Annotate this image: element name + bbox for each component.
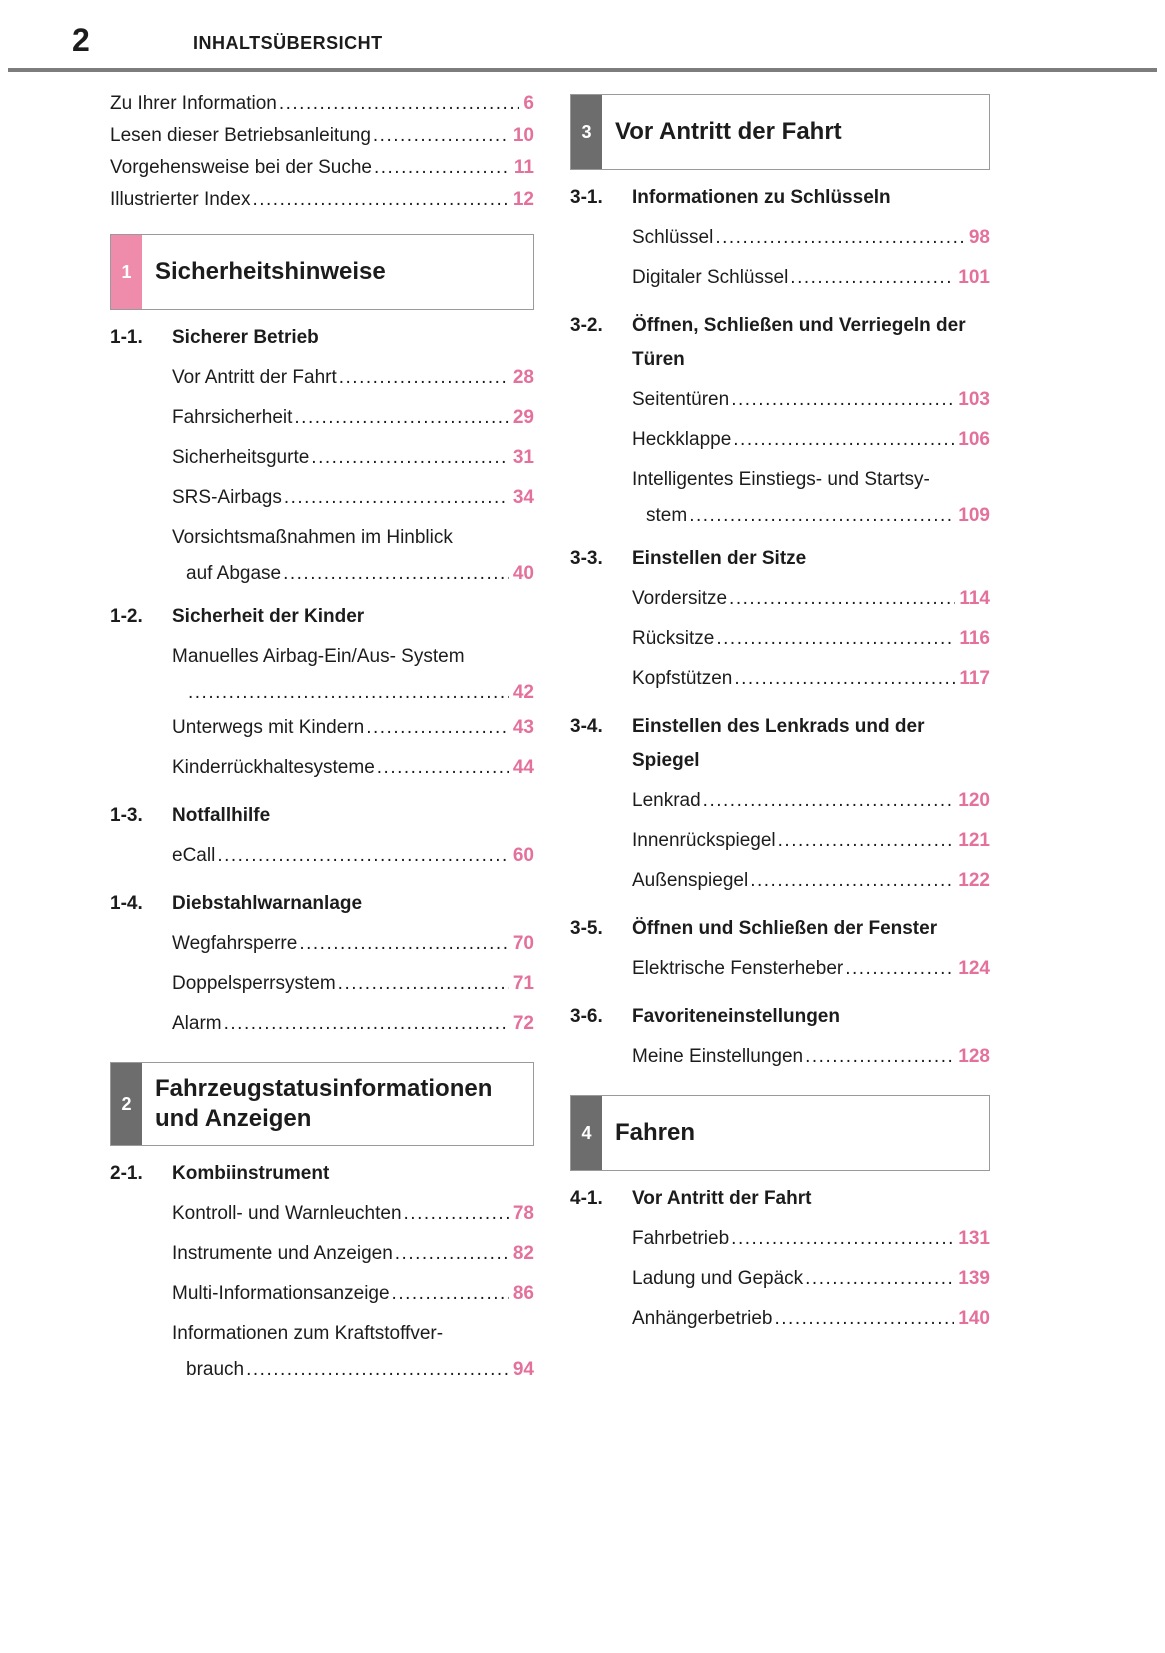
toc-entry-page: 44 xyxy=(512,757,534,778)
chapter-title: Fahren xyxy=(615,1119,696,1146)
toc-entry[interactable] xyxy=(570,258,990,298)
toc-entry[interactable] xyxy=(110,88,534,120)
toc-entry-page: 11 xyxy=(513,157,534,178)
toc-entry-label: Ladung und Gepäck xyxy=(632,1268,804,1289)
toc-entry-label: Kopfstützen xyxy=(632,668,733,689)
toc-entry-label: Instrumente und Anzeigen xyxy=(172,1243,393,1264)
toc-entry-label: Intelligentes Einstiegs- und Startsy- xyxy=(632,469,930,490)
toc-entry-row xyxy=(110,152,534,184)
toc-entry[interactable] xyxy=(110,478,534,518)
toc-section xyxy=(570,909,990,989)
section-heading xyxy=(570,539,990,579)
toc-entry-page: 140 xyxy=(958,1308,990,1329)
toc-entry[interactable] xyxy=(570,821,990,861)
toc-entry-page: 124 xyxy=(958,958,990,979)
dot-leader xyxy=(750,861,954,901)
toc-entry-page: 121 xyxy=(958,830,990,851)
toc-entry[interactable] xyxy=(110,184,534,216)
toc-entry[interactable] xyxy=(110,748,534,788)
section-heading xyxy=(110,884,534,924)
section-title: Sicherheit der Kinder xyxy=(172,606,365,627)
toc-entry-page: 12 xyxy=(512,189,534,210)
toc-entry[interactable] xyxy=(110,358,534,398)
dot-leader xyxy=(299,924,509,964)
toc-entry[interactable] xyxy=(570,460,990,531)
toc-entry-label: auf Abgase xyxy=(186,563,282,584)
toc-entry-page: 109 xyxy=(958,505,990,526)
toc-entry[interactable] xyxy=(110,1314,534,1385)
dot-leader xyxy=(689,500,954,531)
section-number: 3-4. xyxy=(570,716,603,737)
dot-leader xyxy=(734,659,955,699)
dot-leader xyxy=(805,1037,954,1077)
section-heading xyxy=(570,997,990,1037)
chapter-number-tab xyxy=(111,235,142,309)
toc-entry-row xyxy=(172,1234,534,1274)
toc-section xyxy=(110,884,534,1044)
dot-leader xyxy=(845,949,954,989)
dot-leader xyxy=(395,1234,509,1274)
chapter-number: 4 xyxy=(581,1122,592,1143)
toc-entry-page: 70 xyxy=(512,933,534,954)
chapter-title: Fahrzeugstatusinformationen und Anzeigen xyxy=(155,1075,493,1132)
toc-entry[interactable] xyxy=(110,1194,534,1234)
dot-leader xyxy=(377,748,509,788)
toc-entry[interactable] xyxy=(110,1004,534,1044)
toc-entry[interactable] xyxy=(110,438,534,478)
dot-leader xyxy=(279,88,520,120)
toc-entry-label: Fahrbetrieb xyxy=(632,1228,730,1249)
dot-leader xyxy=(778,821,955,861)
toc-entry-label: Heckklappe xyxy=(632,429,732,450)
toc-entry-label: Kinderrückhaltesysteme xyxy=(172,757,375,778)
toc-entry-page: 139 xyxy=(958,1268,990,1289)
chapter-number-tab xyxy=(111,1063,142,1145)
toc-entry-page: 94 xyxy=(512,1359,534,1380)
dot-leader xyxy=(246,1354,509,1385)
toc-entry-label: Außenspiegel xyxy=(632,870,749,891)
dot-leader xyxy=(716,619,955,659)
toc-entry-label: stem xyxy=(646,505,688,526)
toc-entry[interactable] xyxy=(570,1299,990,1339)
section-entries xyxy=(570,218,990,298)
toc-entry-label: Doppelsperrsystem xyxy=(172,973,336,994)
section-title: Notfallhilfe xyxy=(172,805,271,826)
toc-entry-page: 10 xyxy=(512,125,534,146)
section-title: Informationen zu Schlüsseln xyxy=(632,187,891,208)
section-heading xyxy=(570,306,990,380)
section-title: Sicherer Betrieb xyxy=(172,327,319,348)
dot-leader xyxy=(339,358,509,398)
section-title: Öffnen und Schließen der Fenster xyxy=(632,918,938,939)
toc-entry-row xyxy=(172,478,534,518)
toc-entry-label: Fahrsicherheit xyxy=(172,407,293,428)
toc-entry-row xyxy=(632,659,990,699)
toc-entry-page: 101 xyxy=(958,267,990,288)
toc-section xyxy=(110,796,534,876)
toc-entry-label: Elektrische Fensterheber xyxy=(632,958,844,979)
toc-entry-label: Illustrierter Index xyxy=(110,189,251,210)
toc-entry-label: Wegfahrsperre xyxy=(172,933,298,954)
section-heading xyxy=(570,178,990,218)
toc-entry-page: 128 xyxy=(958,1046,990,1067)
toc-entry-page: 31 xyxy=(512,447,534,468)
toc-entry[interactable] xyxy=(110,120,534,152)
toc-entry[interactable] xyxy=(570,1219,990,1259)
toc-entry-page: 114 xyxy=(959,588,990,609)
toc-entry-page: 117 xyxy=(959,668,990,689)
toc-entry-label: Schlüssel xyxy=(632,227,714,248)
dot-leader xyxy=(374,152,510,184)
dot-leader xyxy=(311,438,509,478)
toc-entry-page: 103 xyxy=(958,389,990,410)
toc-entry[interactable] xyxy=(570,1037,990,1077)
toc-entry[interactable] xyxy=(570,781,990,821)
section-number: 3-5. xyxy=(570,918,603,939)
toc-entry-row xyxy=(172,1004,534,1044)
toc-entry[interactable] xyxy=(110,518,534,589)
chapter-box xyxy=(570,94,990,170)
toc-entry-row xyxy=(172,1354,534,1385)
toc-entry[interactable] xyxy=(110,637,534,708)
toc-section xyxy=(110,1154,534,1385)
chapter-box xyxy=(570,1095,990,1171)
toc-entry-row xyxy=(632,1299,990,1339)
toc-entry-label: Vorgehensweise bei der Suche xyxy=(110,157,372,178)
toc-section xyxy=(570,1179,990,1339)
toc-entry-row xyxy=(172,1274,534,1314)
toc-entry-label: Sicherheitsgurte xyxy=(172,447,310,468)
toc-entry-page: 43 xyxy=(512,717,534,738)
toc-entry-label: Unterwegs mit Kindern xyxy=(172,717,365,738)
toc-section xyxy=(110,318,534,589)
section-heading xyxy=(110,796,534,836)
toc-entry[interactable] xyxy=(570,380,990,420)
chapter-number: 3 xyxy=(581,121,592,142)
toc-entry-row xyxy=(632,1037,990,1077)
toc-entry[interactable] xyxy=(570,619,990,659)
toc-entry-page: 34 xyxy=(512,487,534,508)
section-title: Diebstahlwarnanlage xyxy=(172,893,363,914)
toc-entry[interactable] xyxy=(110,708,534,748)
toc-entry[interactable] xyxy=(110,152,534,184)
section-heading xyxy=(110,1154,534,1194)
dot-leader xyxy=(790,258,954,298)
toc-entry[interactable] xyxy=(570,218,990,258)
toc-entry-row xyxy=(110,184,534,216)
section-title: Favoriteneinstellungen xyxy=(632,1006,840,1027)
section-entries xyxy=(110,836,534,876)
toc-entry-label: Vor Antritt der Fahrt xyxy=(172,367,337,388)
toc-entry-page: 72 xyxy=(512,1013,534,1034)
toc-entry-page: 42 xyxy=(512,682,534,703)
toc-entry-page: 78 xyxy=(512,1203,534,1224)
toc-entry-row xyxy=(632,1219,990,1259)
dot-leader xyxy=(731,380,954,420)
toc-entry[interactable] xyxy=(110,924,534,964)
toc-entry[interactable] xyxy=(570,949,990,989)
section-entries xyxy=(570,1037,990,1077)
toc-entry-row xyxy=(172,924,534,964)
toc-entry-label: Seitentüren xyxy=(632,389,730,410)
dot-leader xyxy=(404,1194,509,1234)
toc-entry-row xyxy=(172,1194,534,1234)
section-number: 1-3. xyxy=(110,805,143,826)
section-entries xyxy=(110,1194,534,1385)
toc-entry-row xyxy=(632,821,990,861)
chapter-number-tab xyxy=(571,95,602,169)
toc-entry-row xyxy=(632,949,990,989)
toc-entry-row xyxy=(172,398,534,438)
chapter-box xyxy=(110,234,534,310)
section-number: 3-3. xyxy=(570,548,603,569)
section-heading xyxy=(570,1179,990,1219)
toc-entry-page: 6 xyxy=(523,93,534,114)
section-number: 2-1. xyxy=(110,1163,143,1184)
toc-entry-label: Lesen dieser Betriebsanleitung xyxy=(110,125,371,146)
toc-entry-label: Digitaler Schlüssel xyxy=(632,267,789,288)
toc-entry[interactable] xyxy=(570,659,990,699)
dot-leader xyxy=(733,420,954,460)
page-number: 2 xyxy=(72,22,90,58)
toc-entry[interactable] xyxy=(110,398,534,438)
section-title: Vor Antritt der Fahrt xyxy=(632,1188,812,1209)
toc-entry-label: Anhängerbetrieb xyxy=(632,1308,773,1329)
toc-column-right xyxy=(570,94,990,1339)
toc-entry-row xyxy=(110,120,534,152)
toc-top-links xyxy=(110,88,534,216)
toc-entry-label: brauch xyxy=(186,1359,245,1380)
toc-entry-row xyxy=(632,1259,990,1299)
chapter-title: Vor Antritt der Fahrt xyxy=(615,118,842,145)
dot-leader xyxy=(703,781,955,821)
toc-entry[interactable] xyxy=(570,1259,990,1299)
toc-column-left xyxy=(110,88,534,1385)
toc-section xyxy=(570,997,990,1077)
toc-entry-label: Innenrückspiegel xyxy=(632,830,776,851)
toc-entry-row xyxy=(632,861,990,901)
section-heading xyxy=(110,597,534,637)
chapter-number: 1 xyxy=(121,261,132,282)
toc-entry-page: 60 xyxy=(512,845,534,866)
toc-entry-page: 29 xyxy=(512,407,534,428)
toc-entry-label: Vorsichtsmaßnahmen im Hinblick xyxy=(172,527,453,548)
toc-entry-label: Alarm xyxy=(172,1013,222,1034)
toc-section xyxy=(570,707,990,901)
dot-leader xyxy=(729,579,955,619)
section-entries xyxy=(110,924,534,1044)
dot-leader xyxy=(224,1004,509,1044)
toc-entry[interactable] xyxy=(570,420,990,460)
section-entries xyxy=(570,949,990,989)
toc-section xyxy=(570,539,990,699)
dot-leader xyxy=(217,836,509,876)
dot-leader xyxy=(373,120,509,152)
toc-entry[interactable] xyxy=(110,1274,534,1314)
chapter-number: 2 xyxy=(121,1093,132,1114)
toc-entry-row xyxy=(632,579,990,619)
toc-entry-row xyxy=(172,438,534,478)
section-title: Öffnen, Schließen und Verriegeln der Türen xyxy=(632,315,966,370)
toc-entry-row xyxy=(632,380,990,420)
section-entries xyxy=(110,358,534,589)
toc-entry-page: 106 xyxy=(958,429,990,450)
dot-leader xyxy=(283,558,509,589)
toc-entry-row xyxy=(172,358,534,398)
toc-entry[interactable] xyxy=(110,964,534,1004)
toc-section xyxy=(110,597,534,788)
header-divider xyxy=(8,68,1157,72)
toc-entry-label: SRS-Airbags xyxy=(172,487,282,508)
section-heading xyxy=(570,909,990,949)
toc-entry-label: Manuelles Airbag-Ein/Aus- System xyxy=(172,646,465,667)
dot-leader xyxy=(731,1219,954,1259)
toc-entry[interactable] xyxy=(570,579,990,619)
toc-entry[interactable] xyxy=(110,1234,534,1274)
dot-leader xyxy=(775,1299,955,1339)
section-entries xyxy=(570,781,990,901)
section-heading xyxy=(570,707,990,781)
toc-entry-page: 120 xyxy=(958,790,990,811)
toc-entry-row xyxy=(172,708,534,748)
toc-entry-page: 28 xyxy=(512,367,534,388)
section-number: 3-6. xyxy=(570,1006,603,1027)
chapter-box xyxy=(110,1062,534,1146)
toc-entry-row xyxy=(632,258,990,298)
section-entries xyxy=(570,1219,990,1339)
section-entries xyxy=(110,637,534,788)
toc-entry-label: eCall xyxy=(172,845,216,866)
toc-entry-page: 122 xyxy=(958,870,990,891)
section-number: 1-1. xyxy=(110,327,143,348)
toc-entry-label: Multi-Informationsanzeige xyxy=(172,1283,390,1304)
chapter-number-tab xyxy=(571,1096,602,1170)
toc-entry-page: 131 xyxy=(958,1228,990,1249)
toc-entry-row xyxy=(110,88,534,120)
toc-entry-label: Zu Ihrer Information xyxy=(110,93,277,114)
section-number: 1-2. xyxy=(110,606,143,627)
toc-entry-page: 82 xyxy=(512,1243,534,1264)
page-title: INHALTSÜBERSICHT xyxy=(193,33,383,53)
toc-entry-label: Lenkrad xyxy=(632,790,701,811)
toc-entry-row xyxy=(172,677,534,708)
section-title: Einstellen des Lenkrads und der Spiegel xyxy=(632,716,925,771)
section-number: 3-1. xyxy=(570,187,603,208)
toc-entry-row xyxy=(172,964,534,1004)
dot-leader xyxy=(252,184,508,216)
toc-entry-row xyxy=(632,218,990,258)
toc-entry-row xyxy=(172,748,534,788)
toc-entry-label: Vordersitze xyxy=(632,588,728,609)
toc-entry-page: 86 xyxy=(512,1283,534,1304)
dot-leader xyxy=(188,677,509,708)
toc-entry-page: 116 xyxy=(959,628,990,649)
section-number: 3-2. xyxy=(570,315,603,336)
dot-leader xyxy=(392,1274,509,1314)
toc-entry-page: 40 xyxy=(512,563,534,584)
toc-entry-row xyxy=(172,836,534,876)
toc-entry[interactable] xyxy=(110,836,534,876)
section-entries xyxy=(570,579,990,699)
section-number: 1-4. xyxy=(110,893,143,914)
toc-entry-row xyxy=(632,619,990,659)
toc-entry-label: Rücksitze xyxy=(632,628,715,649)
toc-entry-row xyxy=(632,781,990,821)
toc-entry-row xyxy=(172,558,534,589)
section-number: 4-1. xyxy=(570,1188,603,1209)
toc-section xyxy=(570,306,990,531)
toc-entry-label: Informationen zum Kraftstoffver- xyxy=(172,1323,444,1344)
toc-entry-page: 98 xyxy=(968,227,990,248)
dot-leader xyxy=(294,398,508,438)
toc-entry-label: Kontroll- und Warnleuchten xyxy=(172,1203,402,1224)
section-heading xyxy=(110,318,534,358)
toc-entry-row xyxy=(632,420,990,460)
toc-entry[interactable] xyxy=(570,861,990,901)
chapter-title: Sicherheitshinweise xyxy=(155,258,386,285)
toc-entry-label: Meine Einstellungen xyxy=(632,1046,804,1067)
toc-section xyxy=(570,178,990,298)
dot-leader xyxy=(366,708,509,748)
dot-leader xyxy=(715,218,965,258)
toc-entry-page: 71 xyxy=(512,973,534,994)
section-entries xyxy=(570,380,990,531)
toc-entry-row xyxy=(632,500,990,531)
section-title: Einstellen der Sitze xyxy=(632,548,807,569)
dot-leader xyxy=(284,478,509,518)
dot-leader xyxy=(338,964,509,1004)
dot-leader xyxy=(805,1259,954,1299)
section-title: Kombiinstrument xyxy=(172,1163,330,1184)
